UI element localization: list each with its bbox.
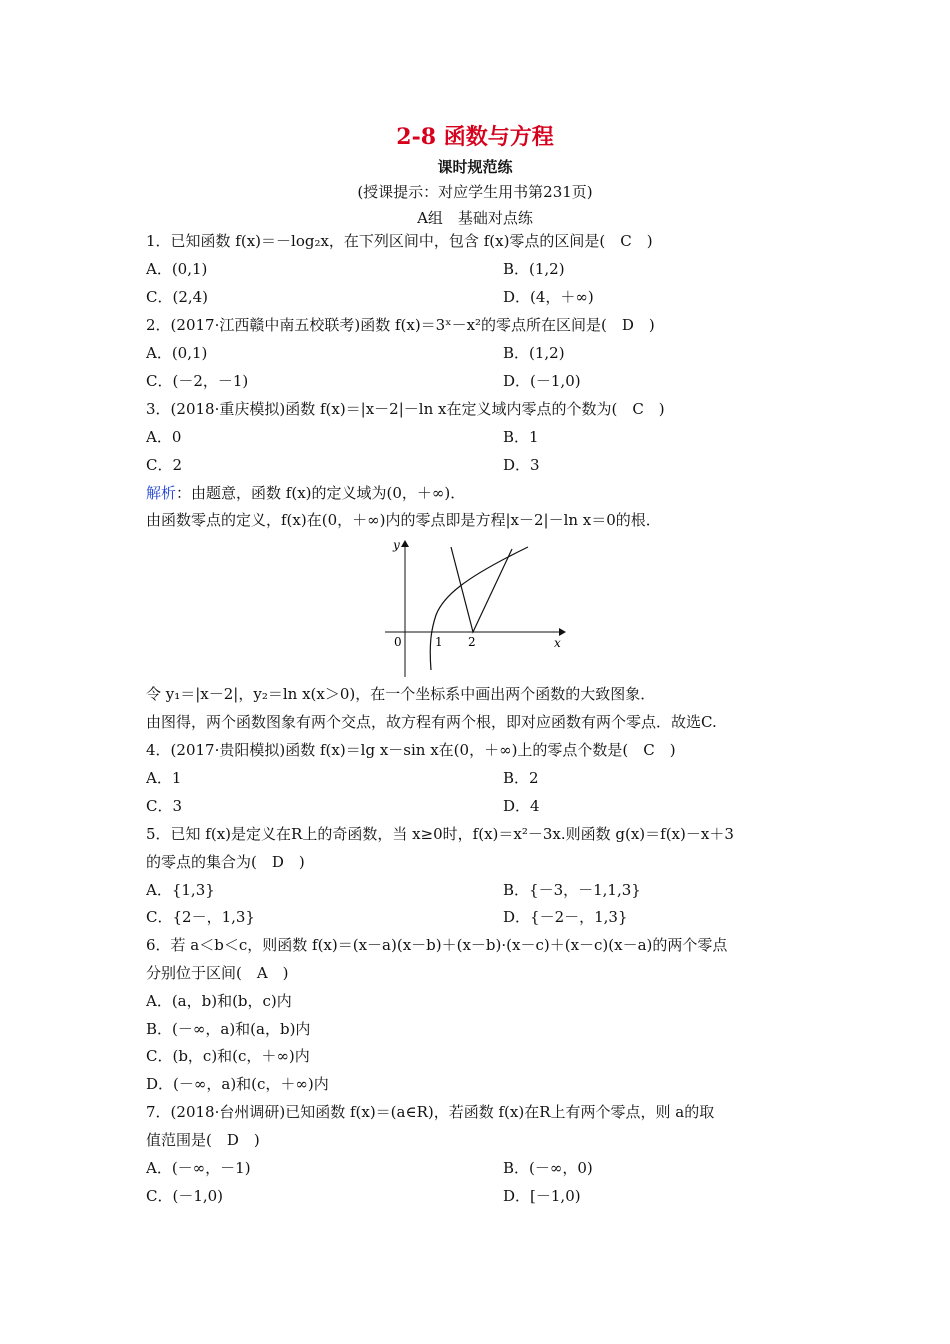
question-6-line-2: 分别位于区间( A ) bbox=[146, 964, 289, 982]
option-4d: D．4 bbox=[503, 797, 540, 815]
option-2d: D．(－1,0) bbox=[503, 372, 581, 390]
option-4b: B．2 bbox=[503, 769, 539, 787]
option-1b: B．(1,2) bbox=[503, 260, 565, 278]
analysis-label: 解析 bbox=[146, 484, 177, 502]
log-curve bbox=[430, 547, 528, 670]
option-6d: D．(－∞，a)和(c，＋∞)内 bbox=[146, 1075, 329, 1093]
option-2c: C．(－2，－1) bbox=[146, 372, 249, 390]
option-6b: B．(－∞，a)和(a，b)内 bbox=[146, 1020, 311, 1038]
x-axis-label: x bbox=[554, 636, 561, 650]
question-7-line-1: 7．(2018·台州调研)已知函数 f(x)＝(a∈R)，若函数 f(x)在R上有两个零点，则 a的取 bbox=[146, 1103, 715, 1121]
option-5b: B．{－3，－1,1,3} bbox=[503, 881, 641, 899]
question-6-line-1: 6．若 a＜b＜c，则函数 f(x)＝(x－a)(x－b)＋(x－b)·(x－c)＋(x－c)(x－a)的两个零点 bbox=[146, 936, 728, 954]
option-3b: B．1 bbox=[503, 428, 539, 446]
option-4c: C．3 bbox=[146, 797, 183, 815]
option-7b: B．(－∞，0) bbox=[503, 1159, 593, 1177]
tick-label-2: 2 bbox=[468, 635, 476, 649]
question-3: 3．(2018·重庆模拟)函数 f(x)＝|x－2|－ln x在定义域内零点的个数为( C ) bbox=[146, 400, 665, 418]
option-1a: A．(0,1) bbox=[146, 260, 208, 278]
option-1c: C．(2,4) bbox=[146, 288, 209, 306]
page-title: 2-8 函数与方程 bbox=[396, 124, 554, 150]
origin-label: 0 bbox=[394, 635, 402, 649]
function-graph bbox=[380, 535, 570, 680]
option-7a: A．(－∞，－1) bbox=[146, 1159, 251, 1177]
tick-label-1: 1 bbox=[435, 635, 443, 649]
option-6c: C．(b，c)和(c，＋∞)内 bbox=[146, 1047, 310, 1065]
option-3a: A．0 bbox=[146, 428, 182, 446]
solution-line-2: 由函数零点的定义，f(x)在(0，＋∞)内的零点即是方程|x－2|－ln x＝0的根． bbox=[146, 511, 661, 529]
option-6a: A．(a，b)和(b，c)内 bbox=[146, 992, 292, 1010]
question-2: 2．(2017·江西赣中南五校联考)函数 f(x)＝3ˣ－x²的零点所在区间是( D ) bbox=[146, 316, 655, 334]
question-5-line-1: 5．已知 f(x)是定义在R上的奇函数，当 x≥0时，f(x)＝x²－3x.则函数 g(x)＝f(x)－x＋3 bbox=[146, 825, 734, 843]
group-heading: A组 基础对点练 bbox=[417, 209, 533, 227]
question-7-line-2: 值范围是( D ) bbox=[146, 1131, 260, 1149]
solution-line-4: 由图得，两个函数图象有两个交点，故方程有两个根，即对应函数有两个零点．故选C. bbox=[146, 713, 717, 731]
option-3d: D．3 bbox=[503, 456, 540, 474]
question-1: 1．已知函数 f(x)＝－log₂x，在下列区间中，包含 f(x)零点的区间是( C ) bbox=[146, 232, 653, 250]
option-7c: C．(－1,0) bbox=[146, 1187, 224, 1205]
option-1d: D．(4，＋∞) bbox=[503, 288, 594, 306]
option-3c: C．2 bbox=[146, 456, 183, 474]
option-2a: A．(0,1) bbox=[146, 344, 208, 362]
option-2b: B．(1,2) bbox=[503, 344, 565, 362]
question-5-line-2: 的零点的集合为( D ) bbox=[146, 853, 305, 871]
section-subtitle: 课时规范练 bbox=[437, 158, 513, 176]
y-axis-label: y bbox=[393, 538, 400, 552]
question-4: 4．(2017·贵阳模拟)函数 f(x)＝lg x－sin x在(0，＋∞)上的零点个数是( C ) bbox=[146, 741, 676, 759]
option-4a: A．1 bbox=[146, 769, 182, 787]
option-5c: C．{2－，1,3} bbox=[146, 908, 255, 926]
option-7d: D．[－1,0) bbox=[503, 1187, 581, 1205]
option-5d: D．{－2－，1,3} bbox=[503, 908, 628, 926]
option-5a: A．{1,3} bbox=[146, 881, 215, 899]
solution-line-3: 令 y₁＝|x－2|，y₂＝ln x(x＞0)，在一个坐标系中画出两个函数的大致图象． bbox=[146, 685, 656, 703]
textbook-hint: (授课提示：对应学生用书第231页) bbox=[357, 183, 593, 201]
solution-text-1: ：由题意，函数 f(x)的定义域为(0，＋∞)． bbox=[176, 484, 466, 502]
solution-line-1 bbox=[146, 483, 465, 503]
